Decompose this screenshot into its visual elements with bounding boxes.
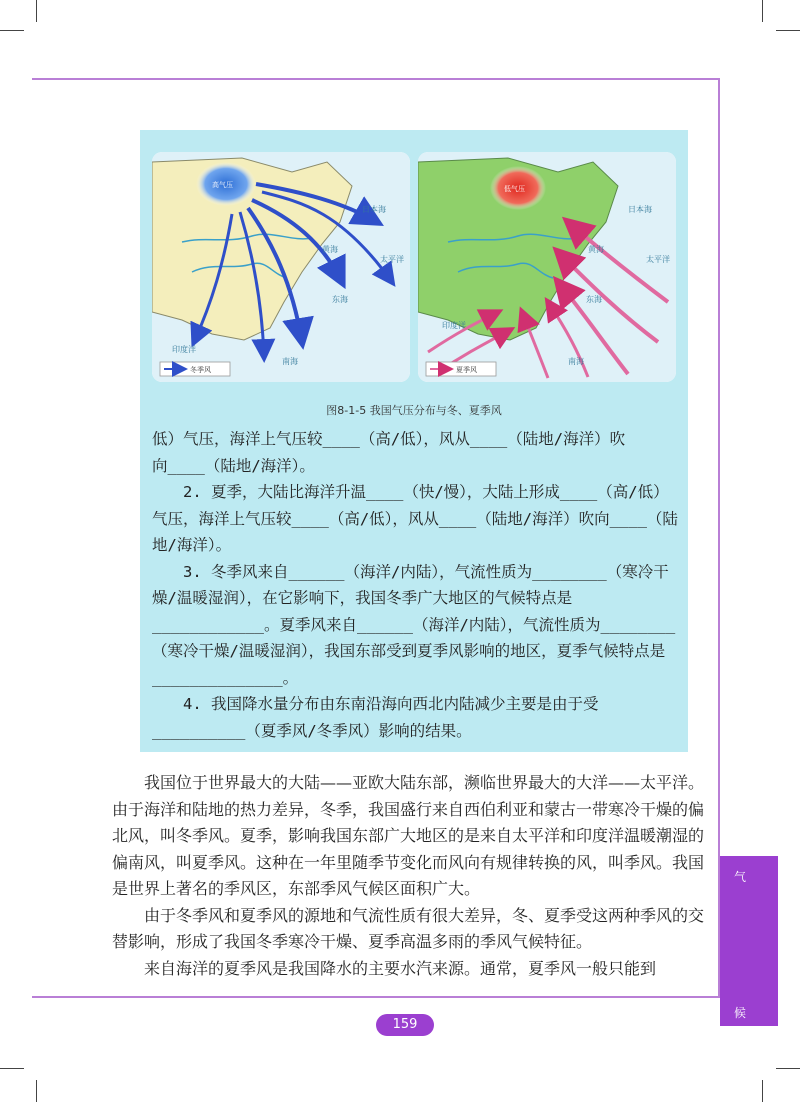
activity-box (140, 130, 688, 752)
summer-monsoon-map (418, 152, 676, 382)
crop-mark (36, 1080, 37, 1102)
body-text (112, 770, 706, 982)
paragraph-1: 我国位于世界最大的大陆——亚欧大陆东部，濒临世界最大的大洋——太平洋。由于海洋和陆地的热力差异，冬季，我国盛行来自西伯利亚和蒙古一带寒冷干燥的偏北风，叫冬季风。夏季，影响我国东部广大地区的是来自太平洋和印度洋温暖潮湿的偏南风，叫夏季风。这种在一年里随季节变化而风向有规律转换的风，叫季风。我国是世界上著名的季风区，东部季风气候区面积广大。 (112, 773, 705, 898)
crop-mark (776, 1068, 800, 1069)
map-label: 黄海 (322, 245, 338, 254)
crop-mark (776, 30, 800, 31)
map-label: 日本海 (628, 205, 652, 214)
map-label: 印度洋 (442, 321, 466, 330)
legend-label: 冬季风 (190, 366, 211, 374)
map-label: 印度洋 (172, 345, 196, 354)
figure-caption: 图8-1-5 我国气压分布与冬、夏季风 (326, 404, 502, 417)
paragraph-3: 来自海洋的夏季风是我国降水的主要水汽来源。通常，夏季风一般只能到 (144, 958, 657, 978)
legend-label: 夏季风 (456, 366, 477, 374)
map-label: 东海 (586, 295, 602, 304)
question-1-continued: 低）气压，海洋上气压较____（高/低），风从____（陆地/海洋）吹 (152, 430, 626, 448)
crop-mark (0, 30, 24, 31)
page-frame-top (32, 78, 720, 80)
page-number: 159 (376, 1014, 434, 1036)
map-label: 东海 (332, 295, 348, 304)
pressure-label: 低气压 (504, 185, 525, 193)
question-3: 3. 冬季风来自______（海洋/内陆），气流性质为________（寒冷干燥/温暖湿润），在它影响下，我国冬季广大地区的气候特点是____________。夏季风来自______（海洋/内陆），气流性质为________（寒冷干燥/温暖湿润），我国东部受到夏季风影响的地区，夏季气候特点是______________。 (152, 562, 676, 687)
question-2: 2. 夏季，大陆比海洋升温____（快/慢），大陆上形成____（高/低）气压，海洋上气压较____（高/低），风从____（陆地/海洋）吹向____（陆地/海洋）。 (152, 483, 678, 554)
crop-mark (0, 1068, 24, 1069)
crop-mark (762, 1080, 763, 1102)
pressure-label: 高气压 (212, 181, 233, 189)
winter-monsoon-map (152, 152, 410, 382)
winter-map-graphic (152, 152, 410, 382)
map-label: 南海 (282, 357, 298, 366)
summer-map-graphic (418, 152, 676, 382)
side-tab-bottom-char: 候 (734, 1006, 747, 1020)
chapter-side-tab (720, 856, 778, 1026)
crop-mark (762, 0, 763, 22)
map-label: 日本海 (362, 205, 386, 214)
page-frame-bottom (32, 996, 720, 998)
map-label: 太平洋 (380, 255, 404, 264)
map-label: 南海 (568, 357, 584, 366)
map-label: 黄海 (588, 245, 604, 254)
side-tab-top-char: 气 (734, 870, 747, 884)
question-4: 4. 我国降水量分布由东南沿海向西北内陆减少主要是由于受__________（夏季风/冬季风）影响的结果。 (152, 695, 599, 740)
activity-questions (152, 426, 682, 744)
paragraph-2: 由于冬季风和夏季风的源地和气流性质有很大差异，冬、夏季受这两种季风的交替影响，形成了我国冬季寒冷干燥、夏季高温多雨的季风气候特征。 (112, 905, 705, 951)
crop-mark (36, 0, 37, 22)
question-1-end: 向____（陆地/海洋）。 (152, 456, 315, 475)
map-label: 太平洋 (646, 255, 670, 264)
